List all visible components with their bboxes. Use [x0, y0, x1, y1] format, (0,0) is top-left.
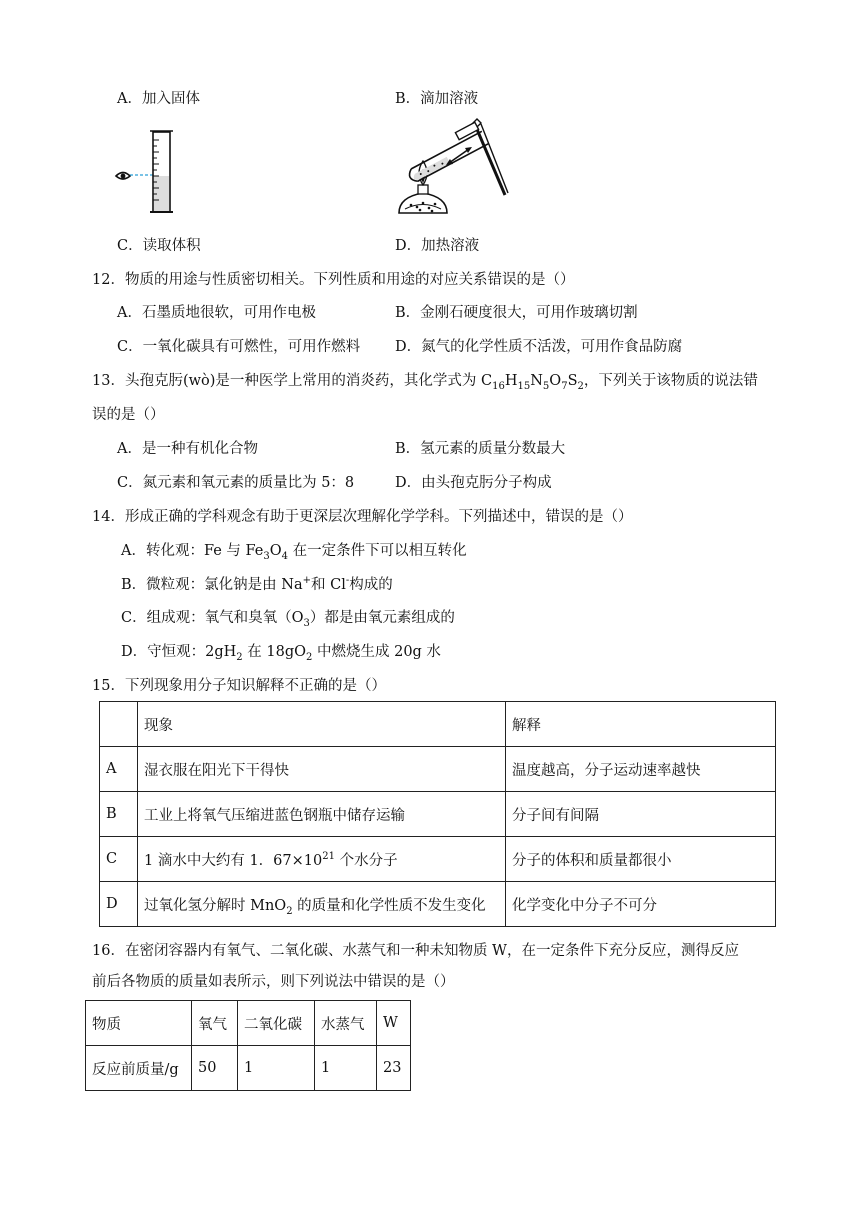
q11-option-a: A．加入固体	[117, 91, 200, 107]
q11-option-d: D．加热溶液	[395, 238, 480, 254]
q16-stem-line2: 前后各物质的质量如表所示，则下列说法中错误的是（）	[92, 974, 455, 990]
q15-stem: 15．下列现象用分子知识解释不正确的是（）	[92, 678, 386, 694]
explanation-cell: 分子间有间隔	[506, 792, 776, 837]
phenomenon-cell: 工业上将氧气压缩进蓝色钢瓶中储存运输	[138, 792, 506, 837]
table-header-cell: 现象	[138, 702, 506, 747]
q16-stem-line1: 16．在密闭容器内有氧气、二氧化碳、水蒸气和一种未知物质 W，在一定条件下充分反应，测得反应	[92, 943, 739, 959]
table-header-cell: 物质	[86, 1001, 192, 1046]
q15-table	[99, 701, 776, 927]
table-header-cell	[100, 702, 138, 747]
table-row	[100, 747, 776, 792]
phenomenon-cell: 湿衣服在阳光下干得快	[138, 747, 506, 792]
q13-option-d: D．由头孢克肟分子构成	[395, 475, 552, 491]
q12-option-b: B．金刚石硬度很大，可用作玻璃切割	[395, 305, 638, 321]
table-cell: 1	[238, 1046, 315, 1091]
row-label: B	[100, 792, 138, 837]
table-header-cell: 二氧化碳	[238, 1001, 315, 1046]
table-header-row	[86, 1001, 411, 1046]
table-cell: 23	[377, 1046, 411, 1091]
table-row	[86, 1046, 411, 1091]
q12-option-a: A．石墨质地很软，可用作电极	[117, 305, 316, 321]
q14-option-c: C．组成观：氧气和臭氧$(O_3)$都是由氧元素组成的	[121, 610, 455, 629]
q13-stem-line1: 13．头孢克肟(wò)是一种医学上常用的消炎药，其化学式为 $C_{16}H_{15}N_5O_7S_2$，下列关于该物质的说法错	[92, 373, 758, 392]
table-header-cell: W	[377, 1001, 411, 1046]
graduated-cylinder-figure	[112, 124, 182, 218]
q13-option-a: A．是一种有机化合物	[117, 441, 258, 457]
q11-option-c: C．读取体积	[117, 238, 201, 254]
table-header-cell: 水蒸气	[315, 1001, 377, 1046]
q14-option-b: B．微粒观：氯化钠是由 Na+和 Cl-构成的	[121, 575, 393, 593]
q14-option-a: A．转化观：Fe 与 $Fe_3O_4$ 在一定条件下可以相互转化	[121, 543, 467, 562]
q13-option-c: C．氮元素和氧元素的质量比为 5：8	[117, 475, 355, 491]
table-header-cell: 解释	[506, 702, 776, 747]
table-header-row	[100, 702, 776, 747]
q12-stem: 12．物质的用途与性质密切相关。下列性质和用途的对应关系错误的是（）	[92, 272, 575, 288]
test-tube	[407, 131, 489, 183]
phenomenon-cell: 1 滴水中大约有 1．$67\times 10^{21}$ 个水分子	[138, 837, 506, 882]
q13-option-b: B．氢元素的质量分数最大	[395, 441, 566, 457]
table-header-cell: 氧气	[192, 1001, 238, 1046]
q16-table	[85, 1000, 411, 1091]
double-arrow	[446, 147, 472, 165]
table-row	[100, 882, 776, 927]
explanation-cell: 分子的体积和质量都很小	[506, 837, 776, 882]
q12-option-c: C．一氧化碳具有可燃性，可用作燃料	[117, 339, 361, 355]
eye-icon	[116, 173, 130, 180]
table-cell: 1	[315, 1046, 377, 1091]
q11-option-b: B．滴加溶液	[395, 91, 479, 107]
explanation-cell: 化学变化中分子不可分	[506, 882, 776, 927]
q12-option-d: D．氮气的化学性质不活泼，可用作食品防腐	[395, 339, 683, 355]
row-label: A	[100, 747, 138, 792]
table-cell: 反应前质量/g	[86, 1046, 192, 1091]
phenomenon-cell: 过氧化氢分解时 MnO$_2$ 的质量和化学性质不发生变化	[138, 882, 506, 927]
table-cell: 50	[192, 1046, 238, 1091]
row-label: C	[100, 837, 138, 882]
row-label: D	[100, 882, 138, 927]
q14-stem: 14．形成正确的学科观念有助于更深层次理解化学学科。下列描述中，错误的是（）	[92, 509, 633, 525]
heating-solution-figure	[393, 113, 523, 233]
q14-option-d: D．守恒观：$2gH_2$ 在 $18gO_2$ 中燃烧生成 20g 水	[121, 644, 441, 663]
q13-stem-line2: 误的是（）	[92, 407, 165, 423]
table-row	[100, 837, 776, 882]
explanation-cell: 温度越高，分子运动速率越快	[506, 747, 776, 792]
table-row	[100, 792, 776, 837]
